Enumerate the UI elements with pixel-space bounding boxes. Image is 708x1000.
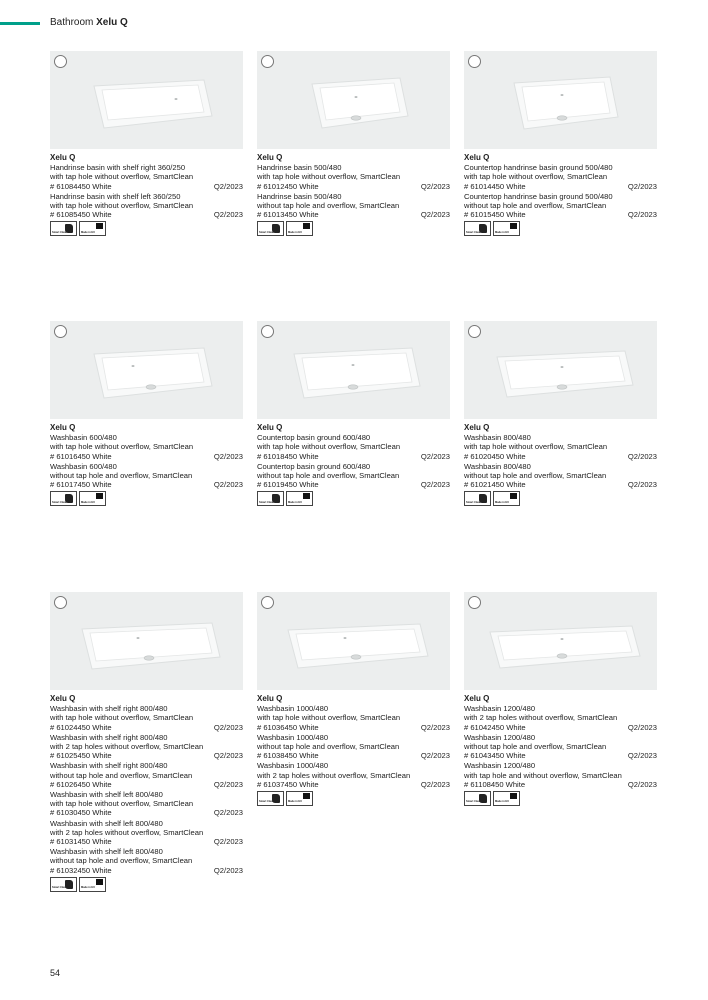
feature-badges — [50, 221, 243, 236]
variant-description: Handrinse basin with shelf right 360/250 — [50, 163, 186, 173]
variant-description: Washbasin with shelf right 800/480 — [50, 732, 168, 742]
feature-badges — [50, 491, 243, 506]
availability-date: Q2/2023 — [627, 480, 657, 490]
variant-description: without tap hole and overflow, SmartClean — [50, 471, 193, 481]
smartclean-badge-icon: Smart Clean — [257, 791, 284, 806]
availability-date: Q2/2023 — [627, 779, 657, 789]
feature-badges — [464, 221, 657, 236]
product-image — [50, 321, 243, 419]
article-number: # 61013450 White — [257, 210, 319, 220]
feature-badges — [50, 877, 243, 892]
article-number: # 61031450 White — [50, 837, 112, 847]
product-variant — [50, 462, 243, 490]
product-card — [257, 321, 450, 506]
variant-description: Washbasin 1000/480 — [257, 732, 329, 742]
product-variant — [257, 163, 450, 191]
article-number: # 61016450 White — [50, 451, 112, 461]
variant-description: Washbasin with shelf left 800/480 — [50, 818, 163, 828]
smartclean-badge-icon: Smart Clean — [50, 877, 77, 892]
product-variant — [50, 704, 243, 732]
availability-date: Q2/2023 — [213, 722, 243, 732]
availability-date: Q2/2023 — [213, 751, 243, 761]
article-number: # 61037450 White — [257, 779, 319, 789]
variant-description: Washbasin 800/480 — [464, 461, 531, 471]
variant-description: with tap hole without overflow, SmartClean — [50, 799, 194, 809]
variant-description: Handrinse basin with shelf left 360/250 — [50, 191, 181, 201]
article-line — [464, 780, 657, 789]
product-variant — [464, 462, 657, 490]
article-line — [50, 780, 243, 789]
product-variant — [464, 192, 657, 220]
variant-description: without tap hole and overflow, SmartClean — [50, 770, 193, 780]
availability-date: Q2/2023 — [420, 181, 450, 191]
select-radio[interactable] — [54, 55, 67, 68]
made-in-eu-badge-icon: Made in EU — [493, 221, 520, 236]
accent-bar — [0, 22, 40, 25]
article-line — [50, 480, 243, 489]
basin-illustration — [50, 321, 243, 419]
variant-description: Washbasin 1200/480 — [464, 704, 536, 714]
header-title: Xelu Q — [96, 17, 128, 28]
product-variant — [257, 192, 450, 220]
availability-date: Q2/2023 — [213, 451, 243, 461]
article-line — [50, 751, 243, 760]
product-image — [257, 51, 450, 149]
availability-date: Q2/2023 — [213, 808, 243, 818]
basin-illustration — [257, 51, 450, 149]
made-in-eu-badge-icon: Made in EU — [79, 491, 106, 506]
variant-description: without tap hole and overflow, SmartClean — [464, 201, 607, 211]
product-card — [50, 321, 243, 506]
article-number: # 61014450 White — [464, 181, 526, 191]
article-number: # 61018450 White — [257, 451, 319, 461]
product-variant — [50, 733, 243, 761]
smartclean-badge-icon: Smart Clean — [257, 491, 284, 506]
smartclean-badge-icon: Smart Clean — [464, 221, 491, 236]
product-image — [257, 592, 450, 690]
product-variant — [257, 462, 450, 490]
product-card — [257, 51, 450, 236]
series-name: Xelu Q — [257, 423, 283, 432]
product-image — [464, 592, 657, 690]
article-line — [50, 866, 243, 875]
product-variant — [50, 433, 243, 461]
page-number: 54 — [50, 968, 61, 978]
product-variant — [464, 433, 657, 461]
variant-description: without tap hole and overflow, SmartClean — [257, 201, 400, 211]
article-number: # 61085450 White — [50, 210, 112, 220]
made-in-eu-badge-icon: Made in EU — [493, 791, 520, 806]
variant-description: Washbasin 1200/480 — [464, 732, 536, 742]
series-name: Xelu Q — [464, 694, 490, 703]
variant-description: with tap hole without overflow, SmartClean — [50, 713, 194, 723]
product-variant — [50, 761, 243, 789]
article-line — [257, 480, 450, 489]
product-variant — [50, 847, 243, 875]
article-line — [257, 182, 450, 191]
select-radio[interactable] — [468, 55, 481, 68]
availability-date: Q2/2023 — [420, 779, 450, 789]
availability-date: Q2/2023 — [420, 480, 450, 490]
series-name: Xelu Q — [50, 694, 76, 703]
article-number: # 61108450 White — [464, 779, 526, 789]
variant-description: with 2 tap holes without overflow, SmartClean — [50, 827, 204, 837]
article-line — [464, 452, 657, 461]
made-in-eu-badge-icon: Made in EU — [286, 491, 313, 506]
series-name: Xelu Q — [257, 153, 283, 162]
article-number: # 61015450 White — [464, 210, 526, 220]
article-number: # 61030450 White — [50, 808, 112, 818]
product-image — [257, 321, 450, 419]
product-variant — [464, 761, 657, 789]
availability-date: Q2/2023 — [213, 181, 243, 191]
availability-date: Q2/2023 — [213, 779, 243, 789]
product-image — [464, 51, 657, 149]
product-variant — [50, 192, 243, 220]
product-variant — [464, 163, 657, 191]
availability-date: Q2/2023 — [627, 722, 657, 732]
availability-date: Q2/2023 — [420, 451, 450, 461]
product-variant — [50, 163, 243, 191]
article-line — [50, 182, 243, 191]
product-image — [50, 51, 243, 149]
series-name: Xelu Q — [50, 153, 76, 162]
article-line — [50, 808, 243, 817]
smartclean-badge-icon: Smart Clean — [464, 791, 491, 806]
basin-illustration — [50, 592, 243, 690]
feature-badges — [464, 791, 657, 806]
availability-date: Q2/2023 — [213, 210, 243, 220]
select-radio[interactable] — [468, 325, 481, 338]
basin-illustration — [464, 51, 657, 149]
article-line — [257, 452, 450, 461]
smartclean-badge-icon: Smart Clean — [257, 221, 284, 236]
article-number: # 61026450 White — [50, 779, 112, 789]
product-variant — [257, 761, 450, 789]
series-name: Xelu Q — [50, 423, 76, 432]
variant-description: with tap hole without overflow, SmartClean — [464, 442, 608, 452]
select-radio[interactable] — [261, 325, 274, 338]
article-line — [464, 480, 657, 489]
article-number: # 61042450 White — [464, 722, 526, 732]
made-in-eu-badge-icon: Made in EU — [286, 221, 313, 236]
basin-illustration — [257, 321, 450, 419]
variant-description: Washbasin 600/480 — [50, 461, 117, 471]
variant-description: Washbasin with shelf right 800/480 — [50, 761, 168, 771]
article-number: # 61038450 White — [257, 751, 319, 761]
product-variant — [464, 733, 657, 761]
basin-illustration — [257, 592, 450, 690]
variant-description: with tap hole without overflow, SmartClean — [257, 442, 401, 452]
variant-description: Countertop handrinse basin ground 500/480 — [464, 191, 613, 201]
variant-description: without tap hole and overflow, SmartClean — [257, 471, 400, 481]
article-number: # 61084450 White — [50, 181, 112, 191]
product-variant — [257, 433, 450, 461]
article-line — [464, 210, 657, 219]
product-card — [50, 592, 243, 892]
article-number: # 61043450 White — [464, 751, 526, 761]
variant-description: with tap hole without overflow, SmartClean — [50, 442, 194, 452]
feature-badges — [464, 491, 657, 506]
article-number: # 61017450 White — [50, 480, 112, 490]
select-radio[interactable] — [261, 596, 274, 609]
article-line — [257, 751, 450, 760]
variant-description: Handrinse basin 500/480 — [257, 191, 342, 201]
variant-description: with tap hole without overflow, SmartClean — [257, 713, 401, 723]
product-card — [50, 51, 243, 236]
article-line — [257, 723, 450, 732]
variant-description: without tap hole and overflow, SmartClean — [464, 742, 607, 752]
product-card — [464, 51, 657, 236]
product-image — [50, 592, 243, 690]
select-radio[interactable] — [468, 596, 481, 609]
variant-description: Washbasin 1200/480 — [464, 761, 536, 771]
smartclean-badge-icon: Smart Clean — [464, 491, 491, 506]
basin-illustration — [464, 592, 657, 690]
article-line — [50, 452, 243, 461]
article-number: # 61036450 White — [257, 722, 319, 732]
select-radio[interactable] — [54, 325, 67, 338]
select-radio[interactable] — [261, 55, 274, 68]
availability-date: Q2/2023 — [420, 722, 450, 732]
variant-description: without tap hole and overflow, SmartClean — [464, 471, 607, 481]
feature-badges — [257, 791, 450, 806]
availability-date: Q2/2023 — [213, 837, 243, 847]
availability-date: Q2/2023 — [213, 480, 243, 490]
variant-description: with tap hole without overflow, SmartClean — [464, 172, 608, 182]
article-line — [464, 723, 657, 732]
variant-description: with 2 tap holes without overflow, SmartClean — [257, 770, 411, 780]
product-card — [257, 592, 450, 806]
variant-description: without tap hole and overflow, SmartClean — [257, 742, 400, 752]
variant-description: with tap hole and without overflow, SmartClean — [464, 770, 622, 780]
variant-description: Washbasin 1000/480 — [257, 761, 329, 771]
variant-description: without tap hole and overflow, SmartClean — [50, 856, 193, 866]
product-card — [464, 592, 657, 806]
product-variant — [257, 733, 450, 761]
article-number: # 61019450 White — [257, 480, 319, 490]
availability-date: Q2/2023 — [420, 210, 450, 220]
select-radio[interactable] — [54, 596, 67, 609]
variant-description: Handrinse basin 500/480 — [257, 163, 342, 173]
series-name: Xelu Q — [464, 153, 490, 162]
made-in-eu-badge-icon: Made in EU — [286, 791, 313, 806]
availability-date: Q2/2023 — [420, 751, 450, 761]
smartclean-badge-icon: Smart Clean — [50, 221, 77, 236]
variant-description: with tap hole without overflow, SmartClean — [50, 201, 194, 211]
article-line — [464, 182, 657, 191]
page-header — [50, 17, 128, 28]
product-card — [464, 321, 657, 506]
made-in-eu-badge-icon: Made in EU — [79, 221, 106, 236]
article-line — [50, 723, 243, 732]
article-number: # 61032450 White — [50, 865, 112, 875]
series-name: Xelu Q — [464, 423, 490, 432]
availability-date: Q2/2023 — [213, 865, 243, 875]
article-number: # 61012450 White — [257, 181, 319, 191]
availability-date: Q2/2023 — [627, 751, 657, 761]
article-line — [50, 210, 243, 219]
variant-description: Countertop basin ground 600/480 — [257, 461, 371, 471]
feature-badges — [257, 491, 450, 506]
variant-description: Washbasin 1000/480 — [257, 704, 329, 714]
variant-description: Washbasin with shelf right 800/480 — [50, 704, 168, 714]
series-name: Xelu Q — [257, 694, 283, 703]
article-line — [257, 210, 450, 219]
header-prefix: Bathroom — [50, 17, 94, 28]
product-variant — [464, 704, 657, 732]
article-number: # 61021450 White — [464, 480, 526, 490]
availability-date: Q2/2023 — [627, 181, 657, 191]
availability-date: Q2/2023 — [627, 451, 657, 461]
variant-description: Countertop basin ground 600/480 — [257, 433, 371, 443]
smartclean-badge-icon: Smart Clean — [50, 491, 77, 506]
feature-badges — [257, 221, 450, 236]
variant-description: Washbasin 800/480 — [464, 433, 531, 443]
variant-description: Countertop handrinse basin ground 500/480 — [464, 163, 613, 173]
variant-description: Washbasin 600/480 — [50, 433, 117, 443]
variant-description: Washbasin with shelf left 800/480 — [50, 790, 163, 800]
article-line — [257, 780, 450, 789]
article-number: # 61024450 White — [50, 722, 112, 732]
product-variant — [257, 704, 450, 732]
basin-illustration — [50, 51, 243, 149]
variant-description: with 2 tap holes without overflow, SmartClean — [464, 713, 618, 723]
product-variant — [50, 819, 243, 847]
made-in-eu-badge-icon: Made in EU — [79, 877, 106, 892]
article-line — [50, 837, 243, 846]
made-in-eu-badge-icon: Made in EU — [493, 491, 520, 506]
article-number: # 61025450 White — [50, 751, 112, 761]
availability-date: Q2/2023 — [627, 210, 657, 220]
variant-description: with tap hole without overflow, SmartClean — [50, 172, 194, 182]
variant-description: with 2 tap holes without overflow, SmartClean — [50, 742, 204, 752]
article-number: # 61020450 White — [464, 451, 526, 461]
article-line — [464, 751, 657, 760]
variant-description: Washbasin with shelf left 800/480 — [50, 847, 163, 857]
product-variant — [50, 790, 243, 818]
variant-description: with tap hole without overflow, SmartClean — [257, 172, 401, 182]
product-image — [464, 321, 657, 419]
basin-illustration — [464, 321, 657, 419]
